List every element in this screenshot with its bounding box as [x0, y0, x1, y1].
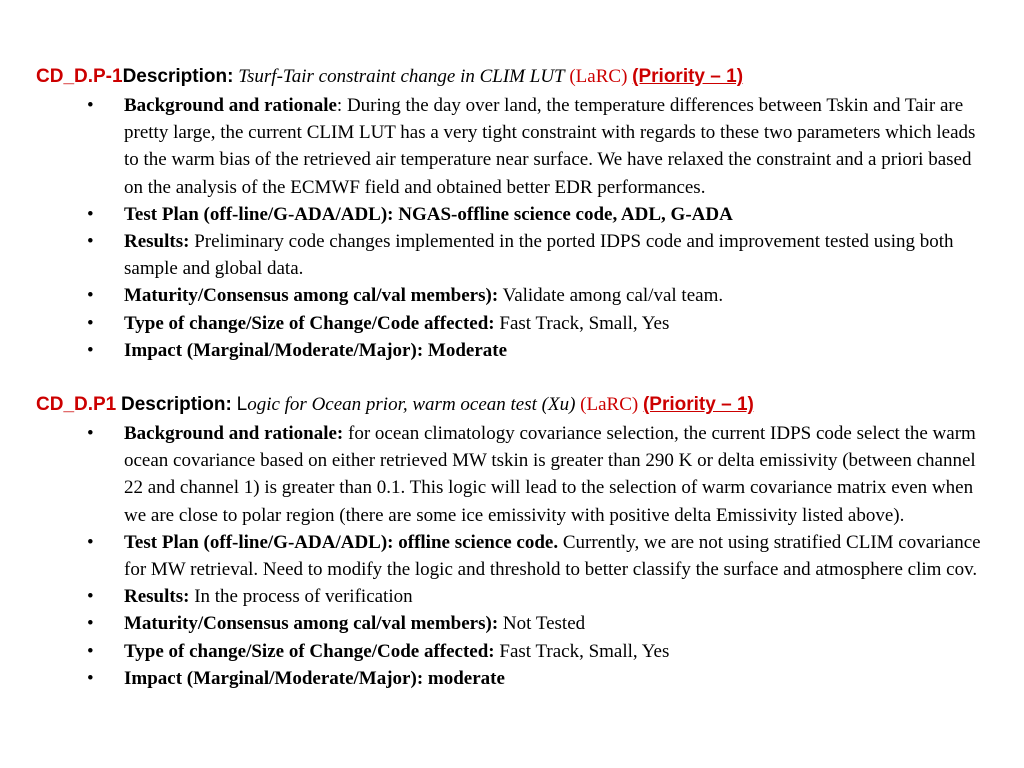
item-2-org: (LaRC): [580, 394, 639, 415]
bullet-text: for ocean climatology covariance selection, the current IDPS code select the warm ocean covariance based on either retrieved MW tskin is greater than 290 K or delta emissivity (between channel 22 and channel 1) is greater than 0.1. This logic will lead to the selection of warm covariance matrix even when we are close to polar region (there are some ice emissivity with positive delta Emissivity listed above).: [124, 423, 976, 526]
bullet-dot: •: [87, 613, 94, 635]
item-2-title: ogic for Ocean prior, warm ocean test (Xu): [247, 394, 576, 415]
bullet-text: Fast Track, Small, Yes: [494, 640, 670, 662]
bullet-label: Results:: [124, 586, 190, 608]
bullet-dot: •: [87, 667, 94, 689]
bullet-dot: •: [87, 339, 94, 361]
bullet-text: Not Tested: [498, 613, 586, 635]
list-item: [0, 529, 994, 583]
item-2-header: [36, 393, 996, 417]
list-item: [0, 583, 994, 610]
list-item: [0, 92, 994, 201]
bullet-dot: •: [87, 95, 94, 116]
list-item: [0, 228, 994, 282]
bullet-text: Currently, we are not using stratified CLIM covariance for MW retrieval. Need to modify the logic and threshold to better classify the surface and atmosphere clim cov.: [124, 531, 981, 581]
bullet-dot: •: [87, 531, 94, 553]
bullet-dot: •: [87, 231, 94, 253]
bullet-text: Fast Track, Small, Yes: [494, 312, 670, 334]
bullet-dot: •: [87, 285, 94, 307]
bullet-dot: •: [87, 312, 94, 334]
list-item: [0, 665, 994, 692]
item-2-id: CD_D.P1: [36, 394, 117, 415]
item-1-org: (LaRC): [569, 66, 628, 87]
bullet-dot: •: [87, 423, 94, 444]
list-item: [0, 610, 994, 637]
item-1-id: CD_D.P-1: [36, 66, 123, 87]
bullet-label: Results:: [124, 231, 190, 253]
item-1-description-label: Description:: [122, 66, 234, 87]
bullet-label: Impact (Marginal/Moderate/Major): moderate: [124, 667, 505, 689]
item-1-priority: (Priority – 1): [632, 66, 744, 87]
item-1-bullets: [0, 92, 1024, 364]
bullet-dot: •: [87, 203, 94, 225]
bullet-dot: •: [87, 640, 94, 662]
item-1-title: Tsurf-Tair constraint change in CLIM LUT: [238, 66, 565, 87]
bullet-label: Impact (Marginal/Moderate/Major): Moderate: [124, 339, 508, 361]
list-item: [0, 310, 994, 337]
item-2-bullets: [0, 420, 1024, 692]
bullet-label: Background and rationale:: [124, 423, 344, 444]
list-item: [0, 201, 994, 228]
item-2-priority: (Priority – 1): [642, 394, 754, 415]
bullet-label: Type of change/Size of Change/Code affected:: [124, 312, 495, 334]
bullet-label: Test Plan (off-line/G-ADA/ADL): NGAS-offline science code, ADL, G-ADA: [124, 203, 733, 225]
bullet-text: Preliminary code changes implemented in the ported IDPS code and improvement tested using both sample and global data.: [124, 231, 954, 280]
bullet-text: In the process of verification: [189, 586, 413, 608]
bullet-label: Type of change/Size of Change/Code affected:: [124, 640, 495, 662]
bullet-label: Maturity/Consensus among cal/val members):: [124, 613, 499, 635]
bullet-text: Validate among cal/val team.: [498, 285, 724, 307]
bullet-label: Maturity/Consensus among cal/val members):: [124, 285, 499, 307]
bullet-text: : During the day over land, the temperature differences between Tskin and Tair are pretty large, the current CLIM LUT has a very tight constraint with regards to these two parameters which leads to the warm bias of the retrieved air temperature near surface. We have relaxed the constraint and a priori based on the analysis of the ECMWF field and obtained better EDR performances.: [124, 95, 976, 198]
item-2-title-first-letter: L: [236, 394, 248, 415]
list-item: [0, 282, 994, 309]
item-1-header: [36, 65, 996, 89]
item-2-description-label: Description:: [121, 394, 232, 415]
list-item: [0, 420, 994, 529]
bullet-label: Test Plan (off-line/G-ADA/ADL): offline science code.: [124, 531, 559, 553]
bullet-dot: •: [87, 586, 94, 608]
list-item: [0, 337, 994, 364]
list-item: [0, 638, 994, 665]
bullet-label: Background and rationale: [124, 95, 337, 116]
